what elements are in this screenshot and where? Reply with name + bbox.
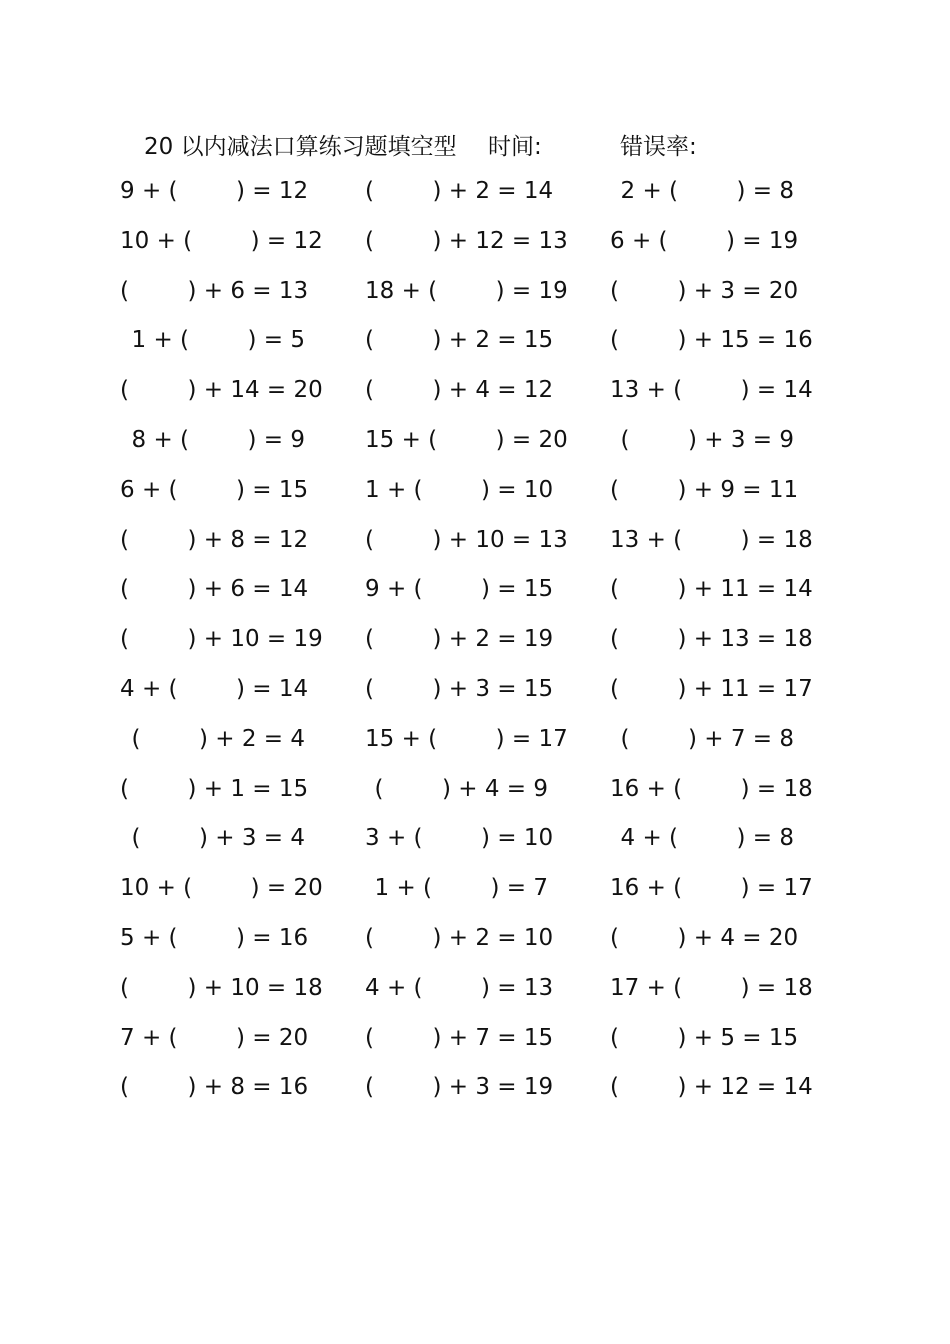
problem-equation: ( ) + 6 = 14 [120,576,309,603]
time-label: 时间: [488,134,542,160]
problem-equation: 6 + ( ) = 19 [610,227,799,254]
problem-equation: 13 + ( ) = 18 [610,526,813,553]
problem-row [0,171,950,221]
problem-equation: ( ) + 7 = 15 [365,1024,554,1051]
problem-equation: 17 + ( ) = 18 [610,974,813,1001]
problem-equation: 6 + ( ) = 15 [120,476,309,503]
problem-row [0,619,950,669]
problem-row [0,719,950,769]
problem-equation: 10 + ( ) = 20 [120,875,323,902]
problem-equation: 1 + ( ) = 10 [365,476,554,503]
problem-equation: ( ) + 11 = 17 [610,675,813,702]
problem-row [0,818,950,868]
problem-row [0,769,950,819]
problem-equation: ( ) + 8 = 16 [120,1074,309,1101]
problem-equation: ( ) + 2 = 4 [131,725,305,752]
problem-equation: 15 + ( ) = 20 [365,426,568,453]
problem-row [0,918,950,968]
problem-equation: 1 + ( ) = 5 [131,327,305,354]
problem-equation: 4 + ( ) = 14 [120,675,309,702]
problem-row [0,520,950,570]
problem-equation: ( ) + 4 = 20 [610,924,799,951]
problem-equation: ( ) + 2 = 15 [365,327,554,354]
problem-equation: 9 + ( ) = 15 [365,576,554,603]
problem-equation: 3 + ( ) = 10 [365,825,554,852]
problem-equation: ( ) + 2 = 19 [365,626,554,653]
problem-equation: 16 + ( ) = 17 [610,875,813,902]
problem-equation: ( ) + 12 = 13 [365,227,568,254]
problem-grid [0,171,950,1117]
problem-equation: ( ) + 3 = 9 [620,426,794,453]
problem-equation: ( ) + 3 = 4 [131,825,305,852]
problem-row [0,1067,950,1117]
problem-equation: 9 + ( ) = 12 [120,178,309,204]
problem-equation: ( ) + 13 = 18 [610,626,813,653]
problem-row [0,271,950,321]
problem-equation: ( ) + 10 = 19 [120,626,323,653]
problem-equation: 1 + ( ) = 7 [374,875,548,902]
problem-equation: ( ) + 10 = 13 [365,526,568,553]
problem-row [0,320,950,370]
problem-equation: 16 + ( ) = 18 [610,775,813,802]
problem-row [0,968,950,1018]
problem-row [0,868,950,918]
problem-equation: 2 + ( ) = 8 [620,178,794,204]
problem-equation: 4 + ( ) = 13 [365,974,554,1001]
problem-equation: ( ) + 5 = 15 [610,1024,799,1051]
problem-equation: ( ) + 4 = 9 [374,775,548,802]
problem-row [0,569,950,619]
problem-equation: ( ) + 3 = 19 [365,1074,554,1101]
problem-equation: ( ) + 11 = 14 [610,576,813,603]
problem-equation: ( ) + 7 = 8 [620,725,794,752]
problem-equation: ( ) + 2 = 14 [365,178,554,204]
worksheet-title: 20 以内减法口算练习题填空型 [144,134,457,160]
problem-equation: ( ) + 3 = 15 [365,675,554,702]
problem-row [0,470,950,520]
problem-equation: 4 + ( ) = 8 [620,825,794,852]
problem-row [0,1018,950,1068]
problem-equation: 8 + ( ) = 9 [131,426,305,453]
problem-equation: ( ) + 4 = 12 [365,377,554,404]
problem-equation: ( ) + 10 = 18 [120,974,323,1001]
problem-row [0,370,950,420]
problem-equation: ( ) + 3 = 20 [610,277,799,304]
problem-equation: ( ) + 9 = 11 [610,476,799,503]
problem-equation: 7 + ( ) = 20 [120,1024,309,1051]
problem-equation: ( ) + 15 = 16 [610,327,813,354]
problem-row [0,221,950,271]
problem-equation: 13 + ( ) = 14 [610,377,813,404]
problem-row [0,669,950,719]
problem-row [0,420,950,470]
problem-equation: 10 + ( ) = 12 [120,227,323,254]
error-rate-label: 错误率: [620,134,697,160]
problem-equation: ( ) + 14 = 20 [120,377,323,404]
problem-equation: ( ) + 1 = 15 [120,775,309,802]
problem-equation: 15 + ( ) = 17 [365,725,568,752]
problem-equation: ( ) + 12 = 14 [610,1074,813,1101]
problem-equation: ( ) + 8 = 12 [120,526,309,553]
problem-equation: ( ) + 2 = 10 [365,924,554,951]
problem-equation: 5 + ( ) = 16 [120,924,309,951]
worksheet-header [0,124,950,164]
problem-equation: ( ) + 6 = 13 [120,277,309,304]
problem-equation: 18 + ( ) = 19 [365,277,568,304]
